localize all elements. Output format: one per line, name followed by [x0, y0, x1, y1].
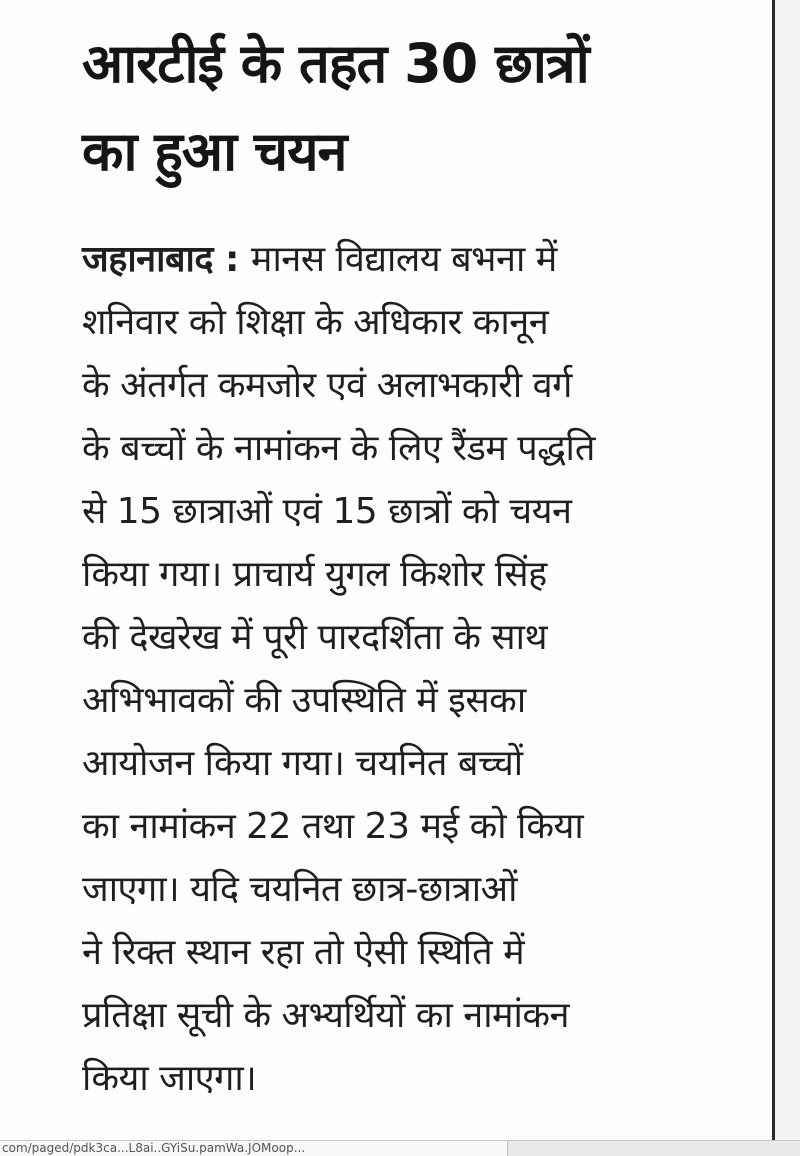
body-line-14: किया जाएगा।	[82, 1058, 257, 1099]
body-line-3: के अंतर्गत कमजोर एवं अलाभकारी वर्ग	[82, 365, 572, 406]
body-line-6: किया गया। प्राचार्य युगल किशोर सिंह	[82, 554, 547, 595]
headline-line-2: का हुआ चयन	[82, 120, 347, 183]
body-line-11: जाएगा। यदि चयनित छात्र-छात्राओं	[82, 869, 517, 910]
body-line-5: से 15 छात्राओं एवं 15 छात्रों को चयन	[82, 491, 572, 532]
status-url: com/paged/pdk3ca...L8ai..GYiSu.pamWa.JOMoop...	[0, 1141, 508, 1156]
body-line-1-text: मानस विद्यालय बभना में	[250, 239, 557, 280]
body-line-12: ने रिक्त स्थान रहा तो ऐसी स्थिति में	[82, 932, 525, 973]
headline-line-1: आरटीई के तहत 30 छात्रों	[82, 32, 589, 95]
body-line-4: के बच्चों के नामांकन के लिए रैंडम पद्धति	[82, 428, 595, 469]
body-line-9: आयोजन किया गया। चयनित बच्चों	[82, 743, 523, 784]
body-line-2: शनिवार को शिक्षा के अधिकार कानून	[82, 302, 549, 343]
body-line-1	[82, 228, 762, 291]
body-line-8: अभिभावकों की उपस्थिति में इसका	[82, 680, 526, 721]
article-headline	[82, 20, 762, 196]
dateline-separator: :	[212, 239, 251, 280]
body-line-13: प्रतिक्षा सूची के अभ्यर्थियों का नामांकन	[82, 995, 569, 1036]
right-margin	[775, 0, 800, 1140]
body-line-10: का नामांकन 22 तथा 23 मई को किया	[82, 806, 584, 847]
dateline: जहानाबाद	[82, 239, 213, 280]
body-line-7: की देखरेख में पूरी पारदर्शिता के साथ	[82, 617, 547, 658]
article-body	[82, 228, 762, 1110]
